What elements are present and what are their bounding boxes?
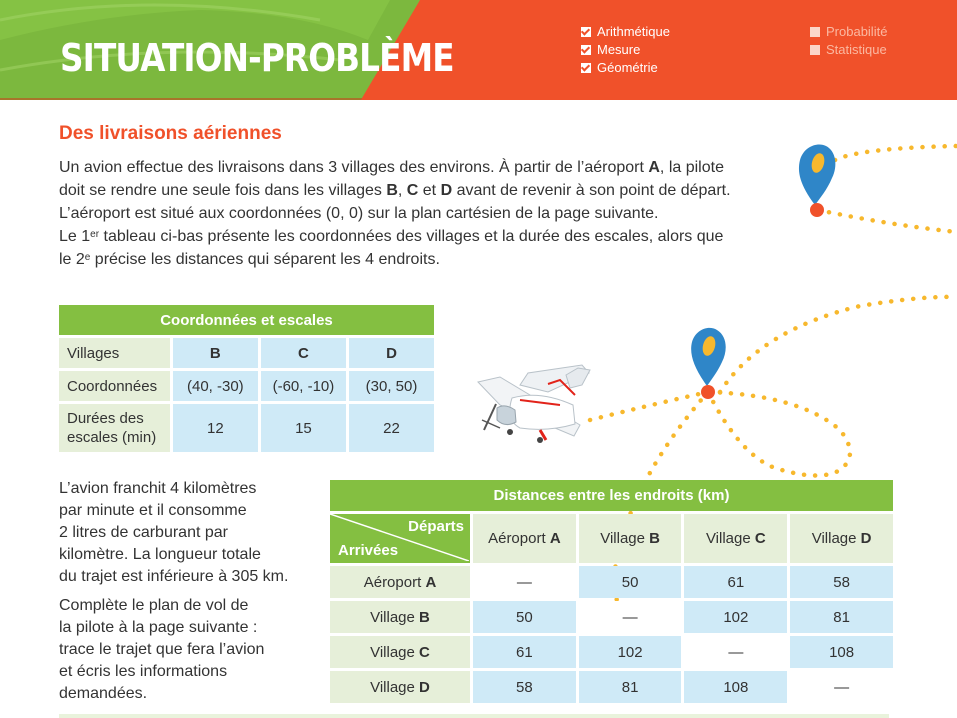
coordinates-table bbox=[56, 302, 437, 455]
table-cell: 50 bbox=[473, 601, 576, 633]
table-cell: 12 bbox=[173, 404, 258, 452]
text-line: 2 litres de carburant par bbox=[59, 524, 228, 541]
table-cell: 15 bbox=[261, 404, 346, 452]
topic-label: Probabilité bbox=[826, 24, 888, 39]
table-cell: (-60, -10) bbox=[261, 371, 346, 401]
table-row bbox=[59, 371, 434, 401]
row-header: Durées des escales (min) bbox=[59, 404, 170, 452]
text-line: du trajet est inférieure à 305 km. bbox=[59, 568, 289, 585]
table-header-row bbox=[330, 514, 893, 563]
row-header: Aéroport A bbox=[330, 566, 470, 598]
table-cell: 81 bbox=[790, 601, 893, 633]
column-header: Aéroport A bbox=[473, 514, 576, 563]
table-cell: — bbox=[579, 601, 682, 633]
problem-paragraph bbox=[59, 478, 288, 588]
text-line: et écris les informations bbox=[59, 663, 228, 680]
text-line: Complète le plan de vol de bbox=[59, 597, 249, 614]
table-row bbox=[59, 404, 434, 452]
topic-label: Arithmétique bbox=[597, 24, 670, 39]
table-cell: 61 bbox=[684, 566, 787, 598]
table-cell: C bbox=[261, 338, 346, 368]
table-cell: 102 bbox=[684, 601, 787, 633]
row-header: Village D bbox=[330, 671, 470, 703]
text-line: la pilote à la page suivante : bbox=[59, 619, 258, 636]
table-cell: (30, 50) bbox=[349, 371, 434, 401]
table-cell: 58 bbox=[473, 671, 576, 703]
text-line: trace le trajet que fera l’avion bbox=[59, 641, 265, 658]
table-row bbox=[330, 601, 893, 633]
table-cell: 22 bbox=[349, 404, 434, 452]
row-header: Coordonnées bbox=[59, 371, 170, 401]
intro-line: le 2e précise les distances qui séparent les 4 endroits. bbox=[59, 251, 440, 268]
table-row bbox=[330, 636, 893, 668]
map-pin-icon bbox=[691, 328, 726, 399]
section-title: Des livraisons aériennes bbox=[59, 123, 282, 144]
table-cell: 108 bbox=[684, 671, 787, 703]
table-cell: D bbox=[349, 338, 434, 368]
table-cell: 50 bbox=[579, 566, 682, 598]
intro-line: Un avion effectue des livraisons dans 3 villages des environs. À partir de l’aéroport A, la pilote bbox=[59, 159, 724, 176]
table-row bbox=[330, 566, 893, 598]
text-line: demandées. bbox=[59, 685, 148, 702]
table-cell: 102 bbox=[579, 636, 682, 668]
table-title: Distances entre les endroits (km) bbox=[330, 480, 893, 511]
arrivees-label: Arrivées bbox=[338, 542, 399, 559]
table-cell: (40, -30) bbox=[173, 371, 258, 401]
row-header: Village B bbox=[330, 601, 470, 633]
banner-title: SITUATION-PROBLÈME bbox=[60, 36, 454, 80]
map-pin-icon bbox=[799, 145, 835, 217]
topic-label: Statistique bbox=[826, 42, 887, 57]
row-header: Villages bbox=[59, 338, 170, 368]
column-header: Village C bbox=[684, 514, 787, 563]
text-line: par minute et il consomme bbox=[59, 502, 247, 519]
text-line: L’avion franchit 4 kilomètres bbox=[59, 480, 257, 497]
column-header: Village D bbox=[790, 514, 893, 563]
intro-line: doit se rendre une seule fois dans les villages B, C et D avant de revenir à son point de départ. bbox=[59, 182, 731, 199]
table-cell: 58 bbox=[790, 566, 893, 598]
table-cell: 81 bbox=[579, 671, 682, 703]
row-header: Village C bbox=[330, 636, 470, 668]
table-cell: B bbox=[173, 338, 258, 368]
table-row bbox=[330, 671, 893, 703]
table-cell: 61 bbox=[473, 636, 576, 668]
topic-label: Mesure bbox=[597, 42, 641, 57]
airplane-icon bbox=[478, 365, 590, 443]
bottom-divider bbox=[59, 714, 889, 718]
intro-line: L’aéroport est situé aux coordonnées (0, 0) sur la plan cartésien de la page suivante. bbox=[59, 205, 659, 222]
intro-text bbox=[59, 156, 789, 271]
instructions-paragraph bbox=[59, 595, 264, 705]
text-line: kilomètre. La longueur totale bbox=[59, 546, 261, 563]
departs-arrivees-corner bbox=[330, 514, 470, 563]
column-header: Village B bbox=[579, 514, 682, 563]
topic-label: Géométrie bbox=[597, 60, 658, 75]
distances-table bbox=[327, 477, 896, 706]
table-row bbox=[59, 338, 434, 368]
table-cell: — bbox=[684, 636, 787, 668]
table-title: Coordonnées et escales bbox=[59, 305, 434, 335]
departs-label: Départs bbox=[408, 518, 465, 535]
table-cell: — bbox=[790, 671, 893, 703]
intro-line: Le 1er tableau ci-bas présente les coordonnées des villages et la durée des escales, alors que bbox=[59, 228, 724, 245]
table-cell: 108 bbox=[790, 636, 893, 668]
table-cell: — bbox=[473, 566, 576, 598]
